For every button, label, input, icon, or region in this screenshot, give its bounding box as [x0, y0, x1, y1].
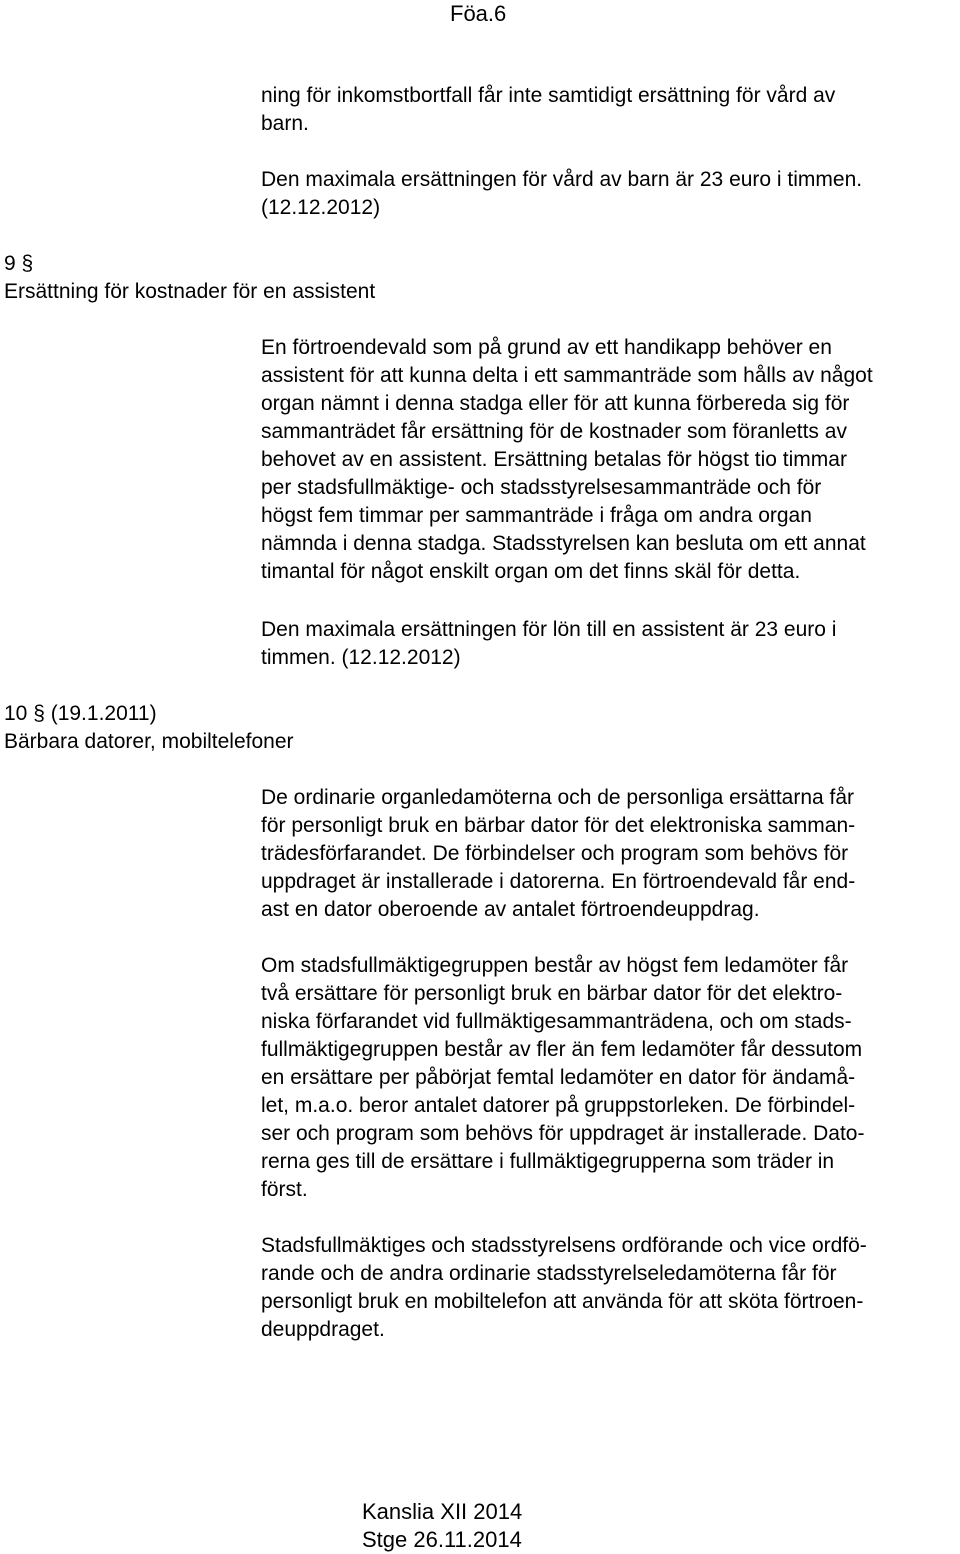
text-line: personligt bruk en mobiltelefon att använda för att sköta förtroen- — [261, 1290, 864, 1313]
text-line: rerna ges till de ersättare i fullmäktigegrupperna som träder in — [261, 1150, 835, 1173]
section-10-paragraph-1 — [261, 784, 951, 924]
section-9-heading — [4, 250, 375, 306]
text-line: ast en dator oberoende av antalet förtroendeuppdrag. — [261, 898, 760, 921]
text-line: behovet av en assistent. Ersättning betalas för högst tio timmar — [261, 448, 847, 471]
text-line: timantal för något enskilt organ om det finns skäl för detta. — [261, 560, 801, 583]
text-line: De ordinarie organledamöterna och de personliga ersättarna får — [261, 786, 855, 809]
text-line: högst fem timmar per sammanträde i fråga om andra organ — [261, 504, 812, 527]
text-line: per stadsfullmäktige- och stadsstyrelsesammanträde och för — [261, 476, 822, 499]
text-line: timmen. (12.12.2012) — [261, 646, 461, 669]
text-line: Stadsfullmäktiges och stadsstyrelsens ordförande och vice ordfö- — [261, 1234, 867, 1257]
text-line: uppdraget är installerade i datorerna. En förtroendevald får end- — [261, 870, 856, 893]
text-line: nämnda i denna stadga. Stadsstyrelsen kan besluta om ett annat — [261, 532, 866, 555]
text-line: ning för inkomstbortfall får inte samtidigt ersättning för vård av — [261, 84, 836, 107]
section-9-paragraph-1 — [261, 334, 951, 586]
section-9-paragraph-2 — [261, 616, 951, 672]
section-10-heading — [4, 700, 294, 756]
text-line: rande och de andra ordinarie stadsstyrelseledamöterna får för — [261, 1262, 837, 1285]
text-line: let, m.a.o. beror antalet datorer på gruppstorleken. De förbindel- — [261, 1094, 856, 1117]
intro-paragraph — [261, 82, 951, 138]
text-line: En förtroendevald som på grund av ett handikapp behöver en — [261, 336, 832, 359]
section-title: Bärbara datorer, mobiltelefoner — [4, 730, 294, 753]
text-line: Den maximala ersättningen för lön till en assistent är 23 euro i — [261, 618, 837, 641]
childcare-max-paragraph — [261, 166, 951, 222]
text-line: ser och program som behövs för uppdraget är installerade. Dato- — [261, 1122, 865, 1145]
text-line: trädesförfarandet. De förbindelser och program som behövs för — [261, 842, 849, 865]
text-line: fullmäktigegruppen består av fler än fem ledamöter får dessutom — [261, 1038, 863, 1061]
text-line: (12.12.2012) — [261, 196, 381, 219]
text-line: barn. — [261, 112, 309, 135]
text-line: först. — [261, 1178, 308, 1201]
text-line: för personligt bruk en bärbar dator för det elektroniska samman- — [261, 814, 856, 837]
text-line: två ersättare för personligt bruk en bärbar dator för det elektro- — [261, 982, 843, 1005]
text-line: assistent för att kunna delta i ett sammanträde som hålls av något — [261, 364, 873, 387]
text-line: niska förfarandet vid fullmäktigesammanträdena, och om stads- — [261, 1010, 852, 1033]
section-10-paragraph-3 — [261, 1232, 951, 1344]
footer-line-1: Kanslia XII 2014 — [362, 1499, 523, 1524]
footer — [362, 1498, 522, 1554]
text-line: deuppdraget. — [261, 1318, 385, 1341]
text-line: organ nämnt i denna stadga eller för att kunna förbereda sig för — [261, 392, 850, 415]
footer-line-2: Stge 26.11.2014 — [362, 1527, 522, 1552]
text-line: Den maximala ersättningen för vård av barn är 23 euro i timmen. — [261, 168, 863, 191]
section-number: 9 § — [4, 252, 34, 275]
text-line: en ersättare per påbörjat femtal ledamöter en dator för ändamå- — [261, 1066, 856, 1089]
text-line: Om stadsfullmäktigegruppen består av högst fem ledamöter får — [261, 954, 849, 977]
section-10-paragraph-2 — [261, 952, 951, 1204]
text-line: sammanträdet får ersättning för de kostnader som föranletts av — [261, 420, 847, 443]
section-title: Ersättning för kostnader för en assistent — [4, 280, 376, 303]
section-number: 10 § (19.1.2011) — [4, 702, 157, 725]
page-label: Föa.6 — [450, 1, 507, 26]
